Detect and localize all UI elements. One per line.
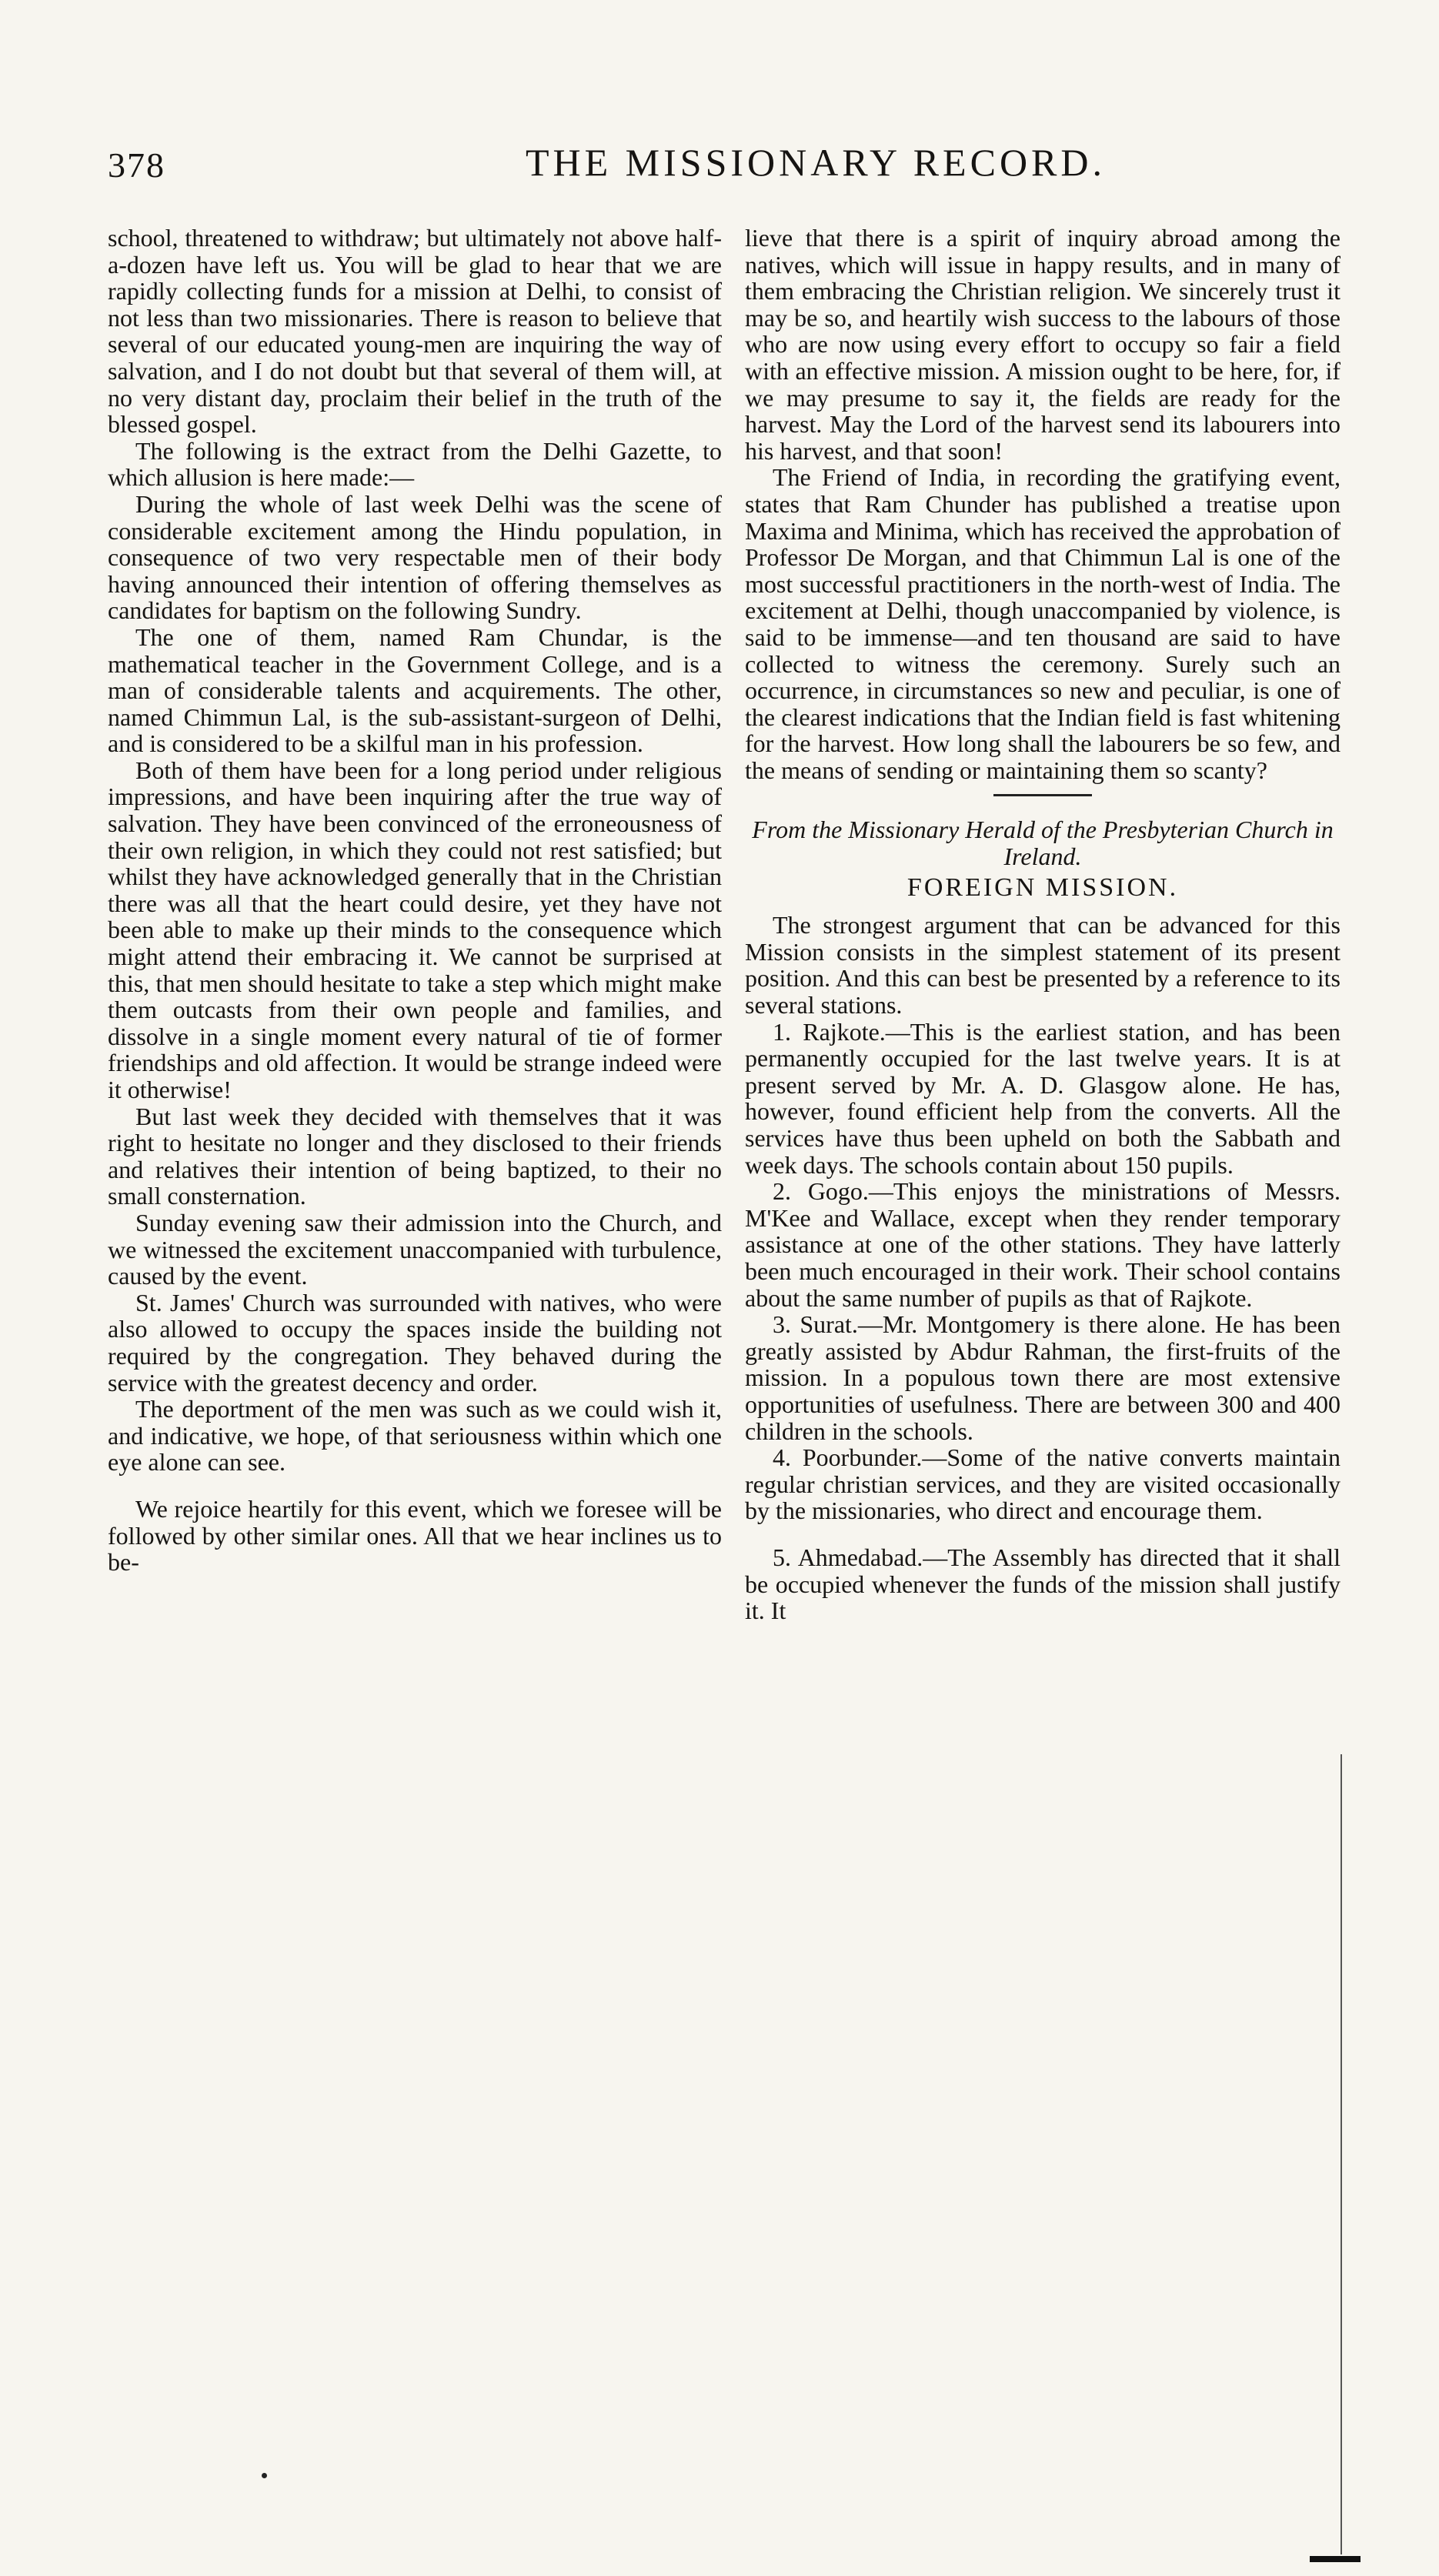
paragraph: Sunday evening saw their admission into the Church, and we witnessed the excitement unaccompanied with turbulence, caused by the event. — [108, 1208, 722, 1290]
paragraph: lieve that there is a spirit of inquiry abroad among the natives, which will issue in happy results, and in many of them embracing the Christian religion. We sincerely trust it may be so, and heartily wish success to the labours of those who are now using every effort to occupy so fair a field with an effective mission. A mission ought to be here, for, if we may presume to say it, the fields are ready for the harvest. May the Lord of the harvest send its labourers into his harvest, and that soon! — [745, 224, 1341, 465]
section-divider — [993, 794, 1092, 796]
paragraph: 2. Gogo.—This enjoys the ministrations of Messrs. M'Kee and Wallace, except when they render temporary assistance at one of the other stations. They have latterly been much encouraged in their work. Their school contains about the same number of pupils as that of Rajkote. — [745, 1177, 1341, 1312]
paragraph: 4. Poorbunder.—Some of the native converts maintain regular christian services, and they are visited occasionally by the missionaries, who direct and encourage them. — [745, 1443, 1341, 1525]
running-title: THE MISSIONARY RECORD. — [525, 141, 1107, 184]
source-line: From the Missionary Herald of the Presbyterian Church in Ireland. — [752, 816, 1334, 871]
footer-mark — [1310, 2556, 1361, 2562]
page-number: 378 — [108, 145, 165, 185]
paragraph: St. James' Church was surrounded with natives, who were also allowed to occupy the spaces inside the building not required by the congregation. They behaved during the service with the greatest decency and order. — [108, 1288, 722, 1396]
margin-rule — [1341, 1754, 1342, 2554]
paragraph: The deportment of the men was such as we could wish it, and indicative, we hope, of that seriousness within which one eye alone can see. — [108, 1395, 722, 1477]
paragraph: The following is the extract from the Delhi Gazette, to which allusion is here made:— — [108, 436, 722, 492]
paragraph: The Friend of India, in recording the gratifying event, states that Ram Chunder has published a treatise upon Maxima and Minima, which has received the approbation of Professor De Morgan, and that Chimmun Lal is one of the most successful practitioners in the north-west of India. The excitement at Delhi, though unaccompanied by violence, is said to be immense—and ten thousand are said to have collected to witness the ceremony. Surely such an occurrence, in circumstances so new and peculiar, is one of the clearest indications that the Indian field is fast whitening for the harvest. How long shall the labourers be so few, and the means of sending or maintaining them so scanty? — [745, 463, 1341, 784]
paragraph: school, threatened to withdraw; but ultimately not above half-a-dozen have left us. You will be glad to hear that we are rapidly collecting funds for a mission at Delhi, to consist of not less than two missionaries. There is reason to believe that several of our educated young-men are inquiring the way of salvation, and I do not doubt but that several of them will, at no very distant day, proclaim their belief in the truth of the blessed gospel. — [108, 224, 722, 439]
section-heading: FOREIGN MISSION. — [906, 873, 1179, 902]
paragraph: But last week they decided with themselves that it was right to hesitate no longer and they disclosed to their friends and relatives their intention of being baptized, to their no small consternation. — [108, 1102, 722, 1210]
paragraph: Both of them have been for a long period under religious impressions, and have been inquiring after the true way of salvation. They have been convinced of the erroneousness of their own religion, in which they could not rest satisfied; but whilst they have acknowledged generally that in the Christian there was all that the heart could desire, yet they have not been able to make up their minds to the consequence which might attend their embracing it. We cannot be surprised at this, that men should hesitate to take a step which might make them outcasts from their own people and families, and dissolve in a single moment every natural of tie of former friendships and old affection. It would be strange indeed were it otherwise! — [108, 756, 722, 1103]
paragraph: The strongest argument that can be advanced for this Mission consists in the simplest statement of its present position. And this can best be presented by a reference to its several stations. — [745, 911, 1341, 1019]
ink-dot — [262, 2473, 267, 2478]
paragraph: 1. Rajkote.—This is the earliest station, and has been permanently occupied for the last twelve years. It is at present served by Mr. A. D. Glasgow alone. He has, however, found efficient help from the converts. All the services have thus been upheld on both the Sabbath and week days. The schools contain about 150 pupils. — [745, 1017, 1341, 1179]
left-column — [108, 225, 722, 1576]
paragraph: We rejoice heartily for this event, which we foresee will be followed by other similar ones. All that we hear inclines us to be- — [108, 1494, 722, 1577]
paragraph: 3. Surat.—Mr. Montgomery is there alone. He has been greatly assisted by Abdur Rahman, the first-fruits of the mission. In a populous town there are most extensive opportunities of usefulness. There are between 300 and 400 children in the schools. — [745, 1310, 1341, 1445]
page-header — [108, 141, 1339, 206]
right-column — [745, 225, 1341, 1624]
paragraph: During the whole of last week Delhi was the scene of considerable excitement among the Hindu population, in consequence of two very respectable men of their body having announced their intention of offering themselves as candidates for baptism on the following Sundry. — [108, 489, 722, 625]
paragraph: 5. Ahmedabad.—The Assembly has directed that it shall be occupied whenever the funds of the mission shall justify it. It — [745, 1543, 1341, 1625]
paragraph: The one of them, named Ram Chundar, is the mathematical teacher in the Government College, and is a man of considerable talents and acquirements. The other, named Chimmun Lal, is the sub-assistant-surgeon of Delhi, and is considered to be a skilful man in his profession. — [108, 622, 722, 758]
